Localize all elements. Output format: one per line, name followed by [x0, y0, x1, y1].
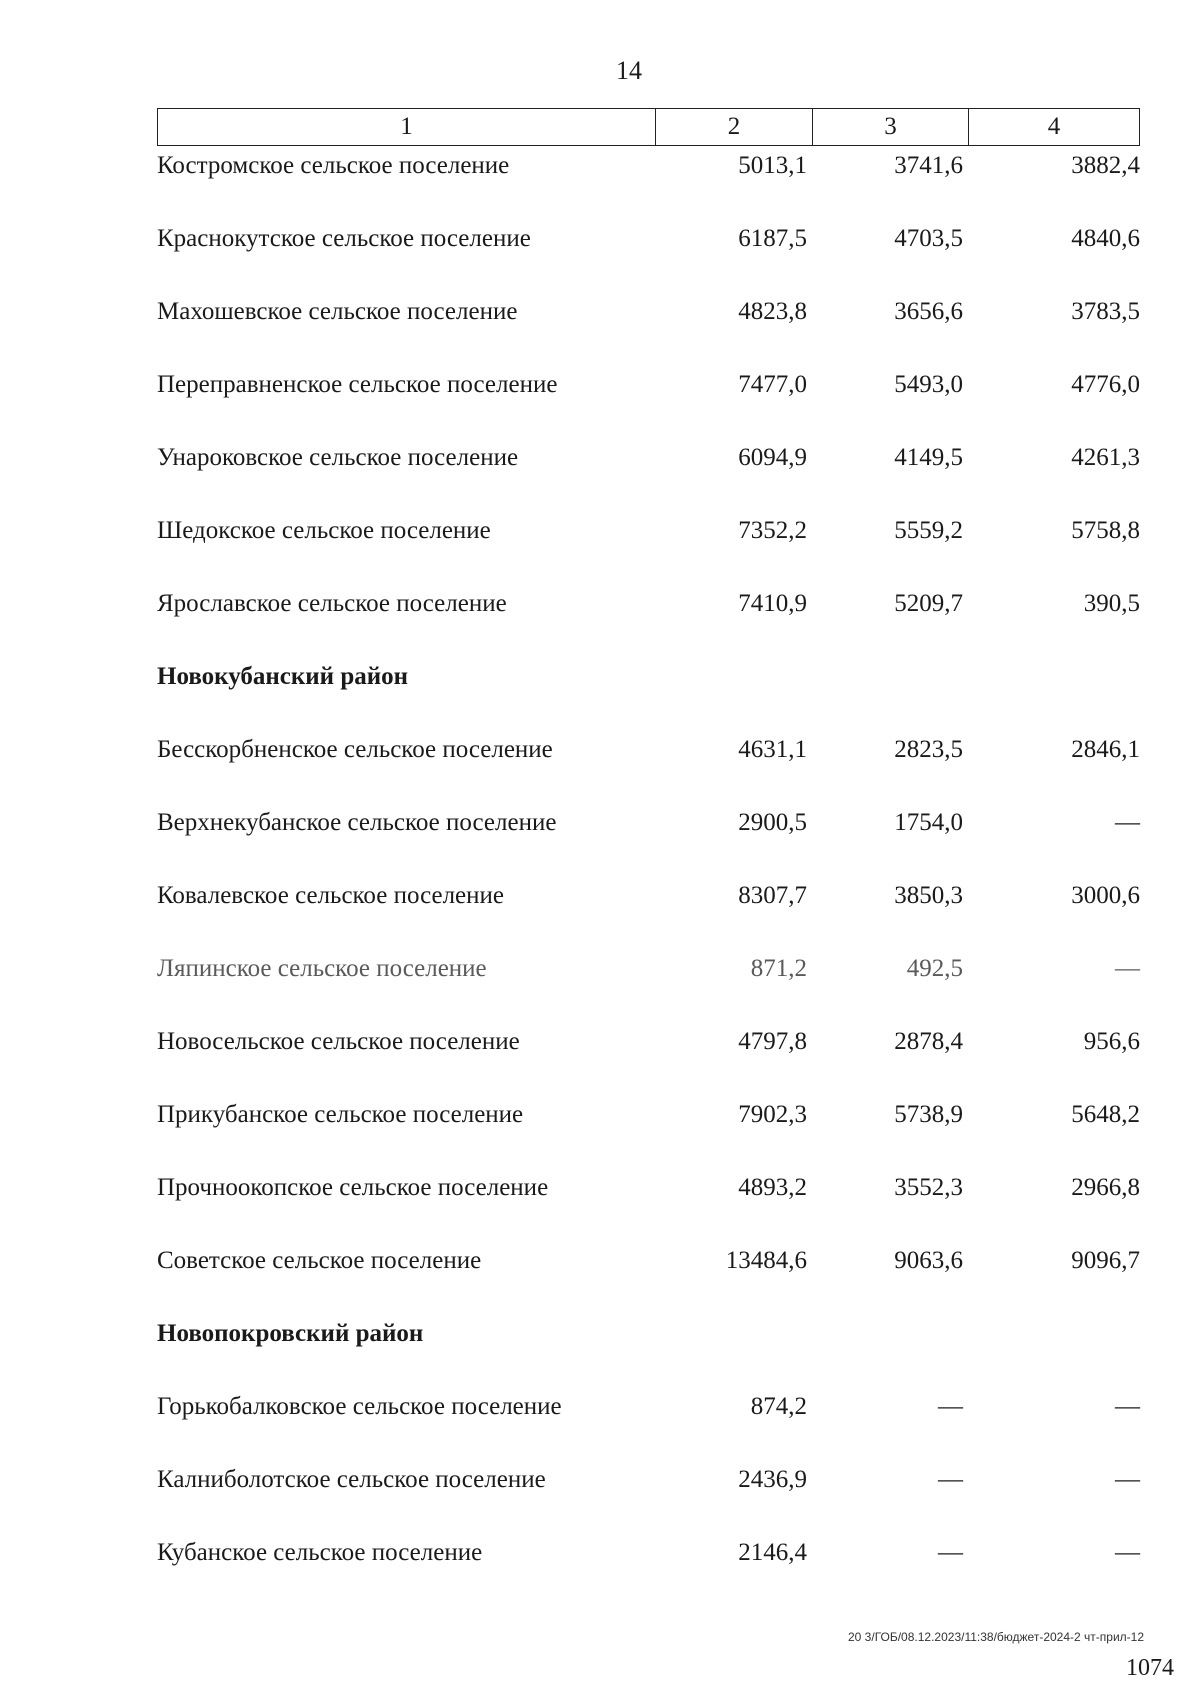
- value-col-2: 4823,8: [738, 298, 807, 325]
- value-col-3: 5559,2: [894, 517, 963, 544]
- value-col-3: 1754,0: [894, 809, 963, 836]
- value-col-4: 4840,6: [1071, 225, 1140, 252]
- table-row: [157, 1241, 1140, 1314]
- value-col-3: 3741,6: [894, 152, 963, 179]
- value-col-2: 4631,1: [738, 736, 807, 763]
- value-col-4: 3882,4: [1071, 152, 1140, 179]
- settlement-name: Калниболотское сельское поселение: [157, 1466, 546, 1493]
- value-col-3: —: [938, 1466, 963, 1493]
- settlement-name: Костромское сельское поселение: [157, 152, 510, 179]
- value-col-4: —: [1115, 1466, 1140, 1493]
- value-col-3: 4149,5: [894, 444, 963, 471]
- value-col-3: 492,5: [906, 955, 963, 982]
- value-col-3: 5209,7: [894, 590, 963, 617]
- table-row: [157, 584, 1140, 657]
- section-heading-row: [157, 657, 1140, 730]
- table-row: [157, 876, 1140, 949]
- settlement-name: Советское сельское поселение: [157, 1247, 482, 1274]
- value-col-4: 3000,6: [1071, 882, 1140, 909]
- value-col-2: 6094,9: [738, 444, 807, 471]
- value-col-4: 2966,8: [1071, 1174, 1140, 1201]
- table-row: [157, 730, 1140, 803]
- value-col-3: 5493,0: [894, 371, 963, 398]
- value-col-3: 5738,9: [894, 1101, 963, 1128]
- value-col-2: 2436,9: [738, 1466, 807, 1493]
- value-col-2: 7477,0: [738, 371, 807, 398]
- settlement-name: Прикубанское сельское поселение: [157, 1101, 524, 1128]
- table-row: [157, 1533, 1140, 1606]
- table-header: [157, 108, 1140, 146]
- value-col-4: 4776,0: [1071, 371, 1140, 398]
- value-col-4: 390,5: [1083, 590, 1140, 617]
- value-col-4: 4261,3: [1071, 444, 1140, 471]
- value-col-3: 9063,6: [894, 1247, 963, 1274]
- value-col-2: 7902,3: [738, 1101, 807, 1128]
- table-row: [157, 511, 1140, 584]
- value-col-2: 871,2: [750, 955, 807, 982]
- table-row: [157, 1095, 1140, 1168]
- section-heading-row: [157, 1314, 1140, 1387]
- header-col-2: 2: [656, 109, 813, 145]
- settlement-name: Переправненское сельское поселение: [157, 371, 558, 398]
- sheet-number: 1074: [1126, 1655, 1174, 1681]
- header-col-4: 4: [1047, 113, 1061, 140]
- table-row: [157, 949, 1140, 1022]
- value-col-2: 4797,8: [738, 1028, 807, 1055]
- page-number: 14: [616, 56, 642, 85]
- settlement-name: Ковалевское сельское поселение: [157, 882, 504, 909]
- table-row: [157, 803, 1140, 876]
- value-col-4: —: [1115, 1539, 1140, 1566]
- table-row: [157, 1168, 1140, 1241]
- table-row: [157, 1022, 1140, 1095]
- settlement-name: Ляпинское сельское поселение: [157, 955, 487, 982]
- value-col-3: 2823,5: [894, 736, 963, 763]
- value-col-4: 956,6: [1083, 1028, 1140, 1055]
- header-col-1: 1: [158, 109, 656, 145]
- district-name: Новокубанский район: [157, 663, 409, 690]
- value-col-2: 2146,4: [738, 1539, 807, 1566]
- value-col-3: 3850,3: [894, 882, 963, 909]
- value-col-2: 2900,5: [738, 809, 807, 836]
- value-col-4: 5758,8: [1071, 517, 1140, 544]
- value-col-4: 3783,5: [1071, 298, 1140, 325]
- settlement-name: Бесскорбненское сельское поселение: [157, 736, 553, 763]
- settlement-name: Кубанское сельское поселение: [157, 1539, 483, 1566]
- value-col-3: 2878,4: [894, 1028, 963, 1055]
- table-row: [157, 219, 1140, 292]
- value-col-3: 3656,6: [894, 298, 963, 325]
- table-row: [157, 146, 1140, 219]
- value-col-3: —: [938, 1539, 963, 1566]
- value-col-3: 4703,5: [894, 225, 963, 252]
- value-col-2: 7410,9: [738, 590, 807, 617]
- value-col-2: 13484,6: [725, 1247, 807, 1274]
- value-col-2: 8307,7: [738, 882, 807, 909]
- document-code: 20 3/ГОБ/08.12.2023/11:38/бюджет-2024-2 чт-прил-12: [848, 1630, 1144, 1644]
- table-row: [157, 1387, 1140, 1460]
- value-col-2: 874,2: [750, 1393, 807, 1420]
- settlement-name: Унароковское сельское поселение: [157, 444, 519, 471]
- settlement-name: Прочноокопское сельское поселение: [157, 1174, 549, 1201]
- settlement-name: Горькобалковское сельское поселение: [157, 1393, 562, 1420]
- settlement-name: Новосельское сельское поселение: [157, 1028, 520, 1055]
- settlement-name: Краснокутское сельское поселение: [157, 225, 531, 252]
- value-col-3: —: [938, 1393, 963, 1420]
- settlement-name: Шедокское сельское поселение: [157, 517, 491, 544]
- settlement-name: Ярославское сельское поселение: [157, 590, 507, 617]
- value-col-4: —: [1115, 955, 1140, 982]
- header-col-3: 3: [813, 109, 969, 145]
- table-row: [157, 365, 1140, 438]
- value-col-2: 6187,5: [738, 225, 807, 252]
- value-col-2: 4893,2: [738, 1174, 807, 1201]
- value-col-4: —: [1115, 809, 1140, 836]
- value-col-3: 3552,3: [894, 1174, 963, 1201]
- table-row: [157, 292, 1140, 365]
- table-body: [157, 146, 1140, 1606]
- table-row: [157, 438, 1140, 511]
- value-col-4: 5648,2: [1071, 1101, 1140, 1128]
- value-col-4: —: [1115, 1393, 1140, 1420]
- value-col-2: 7352,2: [738, 517, 807, 544]
- value-col-2: 5013,1: [738, 152, 807, 179]
- district-name: Новопокровский район: [157, 1320, 424, 1347]
- settlement-name: Махошевское сельское поселение: [157, 298, 518, 325]
- value-col-4: 2846,1: [1071, 736, 1140, 763]
- table-row: [157, 1460, 1140, 1533]
- settlement-name: Верхнекубанское сельское поселение: [157, 809, 557, 836]
- value-col-4: 9096,7: [1071, 1247, 1140, 1274]
